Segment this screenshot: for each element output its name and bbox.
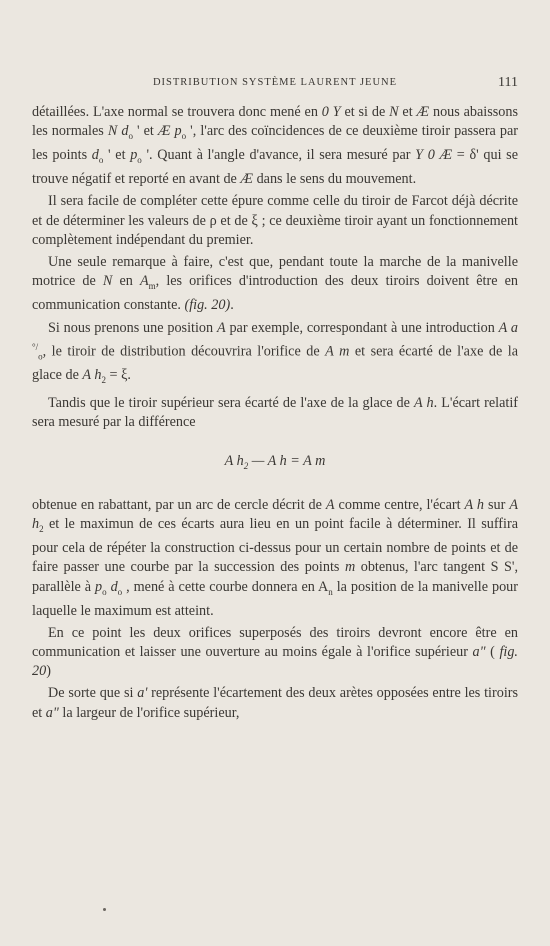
body-text xyxy=(32,103,518,726)
paragraph-5: Tandis que le tiroir supérieur sera écarté de l'axe de la glace de A h. L'écart relatif sera mesuré par la différence xyxy=(32,394,518,430)
page-header xyxy=(32,75,518,95)
paragraph-1: détaillées. L'axe normal se trouvera donc mené en 0 Y et si de N et Æ nous abaissons les normales N $d_o$ ' et Æ $p_o$ ', l'arc des coïncidences de ce deuxième tiroir passera par les points $d_o$ ' et $p_o$ '. Quant à l'angle d'avance, il sera mesuré par Y 0 Æ = δ' qui se trouve négatif et reporté en avant de Æ dans le sens du mouvement. xyxy=(32,104,519,188)
paragraph-6: obtenue en rabattant, par un arc de cercle décrit de A comme centre, l'écart A h sur A $h_2$ et le maximun de ces écarts aura lieu en un point facile à déterminer. Il suffira pour cela de répéter la construction ci-dessus pour un certain nombre de points et de faire passer une courbe par la succession des points m obtenus, l'arc tangent S S', parallèle à $p_o$ $d_o$ , mené à cette courbe donnera en $A_n$ la position de la manivelle pour laquelle le maximum est atteint. xyxy=(32,496,519,619)
paragraph-8: De sorte que si a' représente l'écartement des deux arètes opposées entre les tiroirs et a" la largeur de l'orifice supérieur, xyxy=(32,685,519,721)
page-number: 111 xyxy=(498,75,518,90)
paragraph-7: En ce point les deux orifices superposés des tiroirs devront encore être en communication et laisser une ouverture au moins égale à l'orifice supérieur a" ( fig. 20) xyxy=(32,624,518,680)
formula: A $h_2$ — A h = A m xyxy=(224,452,326,471)
paragraph-4: Si nous prenons une position A par exemple, correspondant à une introduction A a °/$_o$, le tiroir de distribution découvrira l'orifice de A m et sera écarté de l'axe de la glace de A $h_2 = \xi$. xyxy=(32,319,519,386)
running-title: DISTRIBUTION SYSTÈME LAURENT JEUNE xyxy=(152,77,398,88)
paragraph-3: Une seule remarque à faire, c'est que, pendant toute la marche de la manivelle motrice de N en $A_m$, les orifices d'introduction des deux tiroirs doivent être en communication constante. (fig. 20). xyxy=(32,254,518,314)
paragraph-2: Il sera facile de compléter cette épure comme celle du tiroir de Farcot déjà décrite et de déterminer les valeurs de ρ et de ξ ; ce deuxième tiroir ayant un fonctionnement complètement indépendant du premier. xyxy=(32,193,518,248)
print-speck xyxy=(103,908,106,911)
